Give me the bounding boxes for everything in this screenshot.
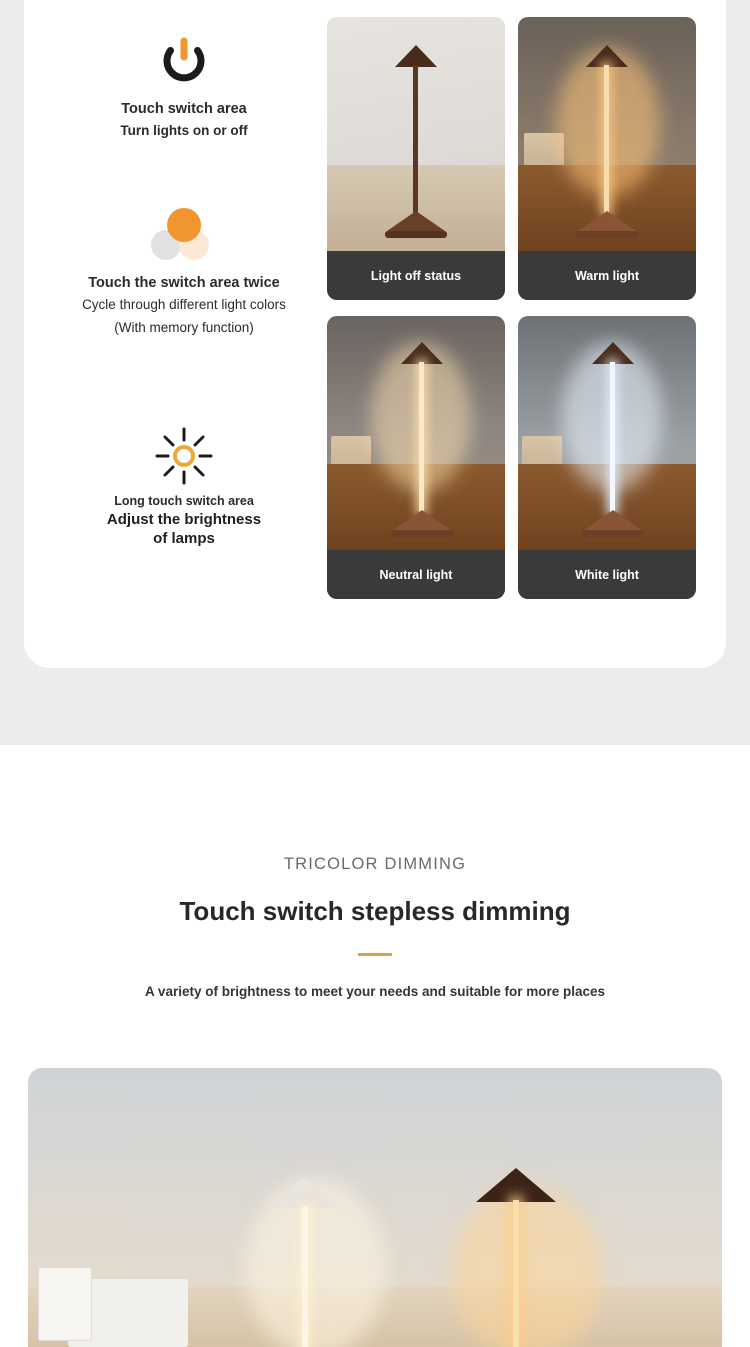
thumbnail-caption: White light: [518, 550, 696, 599]
thumbnail-caption: Warm light: [518, 251, 696, 300]
feature-title: Touch switch area: [121, 101, 247, 117]
color-circles-shape: [151, 208, 217, 264]
thumbnail-neutral-light: [327, 316, 505, 599]
lamp-thumbnail-grid: [327, 17, 702, 602]
feature-card: [24, 0, 726, 668]
brightness-sun-icon: [24, 420, 344, 492]
feature-item-power: [24, 26, 344, 143]
power-icon: [24, 26, 344, 98]
thumbnail-warm-light: [518, 17, 696, 300]
feature-title: Touch the switch area twice: [88, 275, 280, 291]
section-headline: Touch switch stepless dimming: [179, 896, 571, 926]
feature-list: [24, 0, 344, 620]
feature-subtitle: Turn lights on or off: [120, 123, 248, 139]
gold-divider: [358, 953, 392, 956]
feature-note: (With memory function): [114, 320, 254, 336]
section-subline: A variety of brightness to meet your needs and suitable for more places: [144, 984, 606, 999]
feature-item-brightness: [24, 420, 344, 548]
thumbnail-caption: Light off status: [327, 251, 505, 300]
feature-subtitle: Adjust the brightness: [106, 510, 262, 528]
thumbnail-white-light: [518, 316, 696, 599]
section-eyebrow: TRICOLOR DIMMING: [283, 855, 467, 873]
feature-note: of lamps: [153, 529, 215, 547]
feature-item-color-cycle: [24, 200, 344, 340]
dimming-hero-image: [28, 1068, 722, 1347]
feature-subtitle: Cycle through different light colors: [82, 297, 286, 313]
thumbnail-caption: Neutral light: [327, 550, 505, 599]
thumbnail-light-off: [327, 17, 505, 300]
feature-title: Long touch switch area: [114, 494, 254, 508]
dimming-section: [0, 745, 750, 1347]
color-circles-icon: [24, 200, 344, 272]
